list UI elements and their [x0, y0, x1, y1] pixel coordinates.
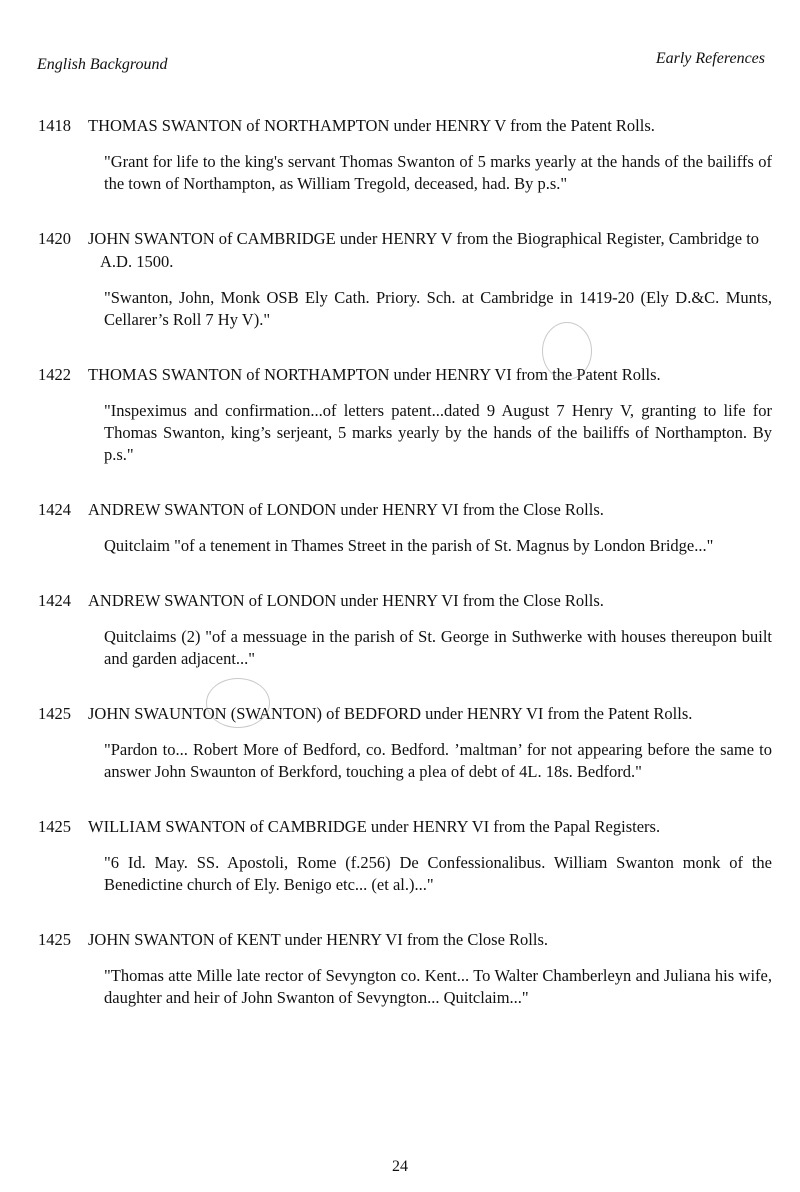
entry [38, 815, 772, 896]
entry-heading [38, 815, 772, 838]
running-header-left: English Background [37, 56, 168, 73]
entry-year: 1425 [38, 704, 71, 723]
entry-year: 1425 [38, 930, 71, 949]
entry-text: "Inspeximus and confirmation...of letters patent...dated 9 August 7 Henry V, granting to life for Thomas Swanton, king’s serjeant, 5 marks yearly by the hands of the bailiffs of Northampton. By p.s." [104, 401, 772, 464]
entry-year: 1424 [38, 591, 71, 610]
entry-heading [38, 589, 772, 612]
entry-title: ANDREW SWANTON of LONDON under HENRY VI from the Close Rolls. [88, 500, 604, 519]
entry-year: 1422 [38, 365, 71, 384]
entry [38, 227, 772, 331]
entry-text: "Grant for life to the king's servant Thomas Swanton of 5 marks yearly at the hands of the bailiffs of the town of Northampton, as William Tregold, deceased, had. By p.s." [104, 152, 772, 193]
entry-title: ANDREW SWANTON of LONDON under HENRY VI from the Close Rolls. [88, 591, 604, 610]
entry-heading [38, 114, 772, 137]
entry [38, 363, 772, 466]
entry-title: JOHN SWANTON of CAMBRIDGE under HENRY V from the Biographical Register, Cambridge to A.D. 1500. [88, 229, 760, 271]
entry-title: THOMAS SWANTON of NORTHAMPTON under HENRY V from the Patent Rolls. [88, 116, 655, 135]
entry-text: "Pardon to... Robert More of Bedford, co. Bedford. ’maltman’ for not appearing before the same to answer John Swaunton of Berkford, touching a plea of debt of 4L. 18s. Bedford." [104, 740, 772, 781]
entry-text: "6 Id. May. SS. Apostoli, Rome (f.256) De Confessionalibus. William Swanton monk of the Benedictine church of Ely. Benigo etc... (et al.)..." [104, 853, 772, 894]
entry-heading [38, 702, 772, 725]
entry [38, 114, 772, 195]
entry-heading [38, 363, 772, 386]
entry-title: THOMAS SWANTON of NORTHAMPTON under HENRY VI from the Patent Rolls. [88, 365, 661, 384]
entry-year: 1424 [38, 500, 71, 519]
entry-year: 1420 [38, 229, 71, 248]
entry-text: Quitclaim "of a tenement in Thames Street in the parish of St. Magnus by London Bridge..." [104, 536, 714, 555]
entry-heading [38, 498, 772, 521]
entry [38, 589, 772, 670]
entry [38, 928, 772, 1009]
entry-year: 1418 [38, 116, 71, 135]
entry [38, 702, 772, 783]
entries-list [38, 114, 772, 1041]
page-number: 24 [392, 1158, 408, 1175]
entry-text: Quitclaims (2) "of a messuage in the parish of St. George in Suthwerke with houses thereupon built and garden adjacent..." [104, 627, 772, 668]
entry-heading [38, 227, 772, 273]
entry-text: "Thomas atte Mille late rector of Sevyngton co. Kent... To Walter Chamberleyn and Juliana his wife, daughter and heir of John Swanton of Sevyngton... Quitclaim..." [104, 966, 772, 1007]
running-header-right: Early References [655, 50, 765, 67]
entry [38, 498, 772, 557]
entry-title: JOHN SWANTON of KENT under HENRY VI from the Close Rolls. [88, 930, 548, 949]
entry-heading [38, 928, 772, 951]
entry-year: 1425 [38, 817, 71, 836]
entry-title: JOHN SWAUNTON (SWANTON) of BEDFORD under HENRY VI from the Patent Rolls. [88, 704, 693, 723]
entry-title: WILLIAM SWANTON of CAMBRIDGE under HENRY VI from the Papal Registers. [88, 817, 661, 836]
entry-text: "Swanton, John, Monk OSB Ely Cath. Priory. Sch. at Cambridge in 1419-20 (Ely D.&C. Munts, Cellarer’s Roll 7 Hy V)." [104, 288, 772, 329]
